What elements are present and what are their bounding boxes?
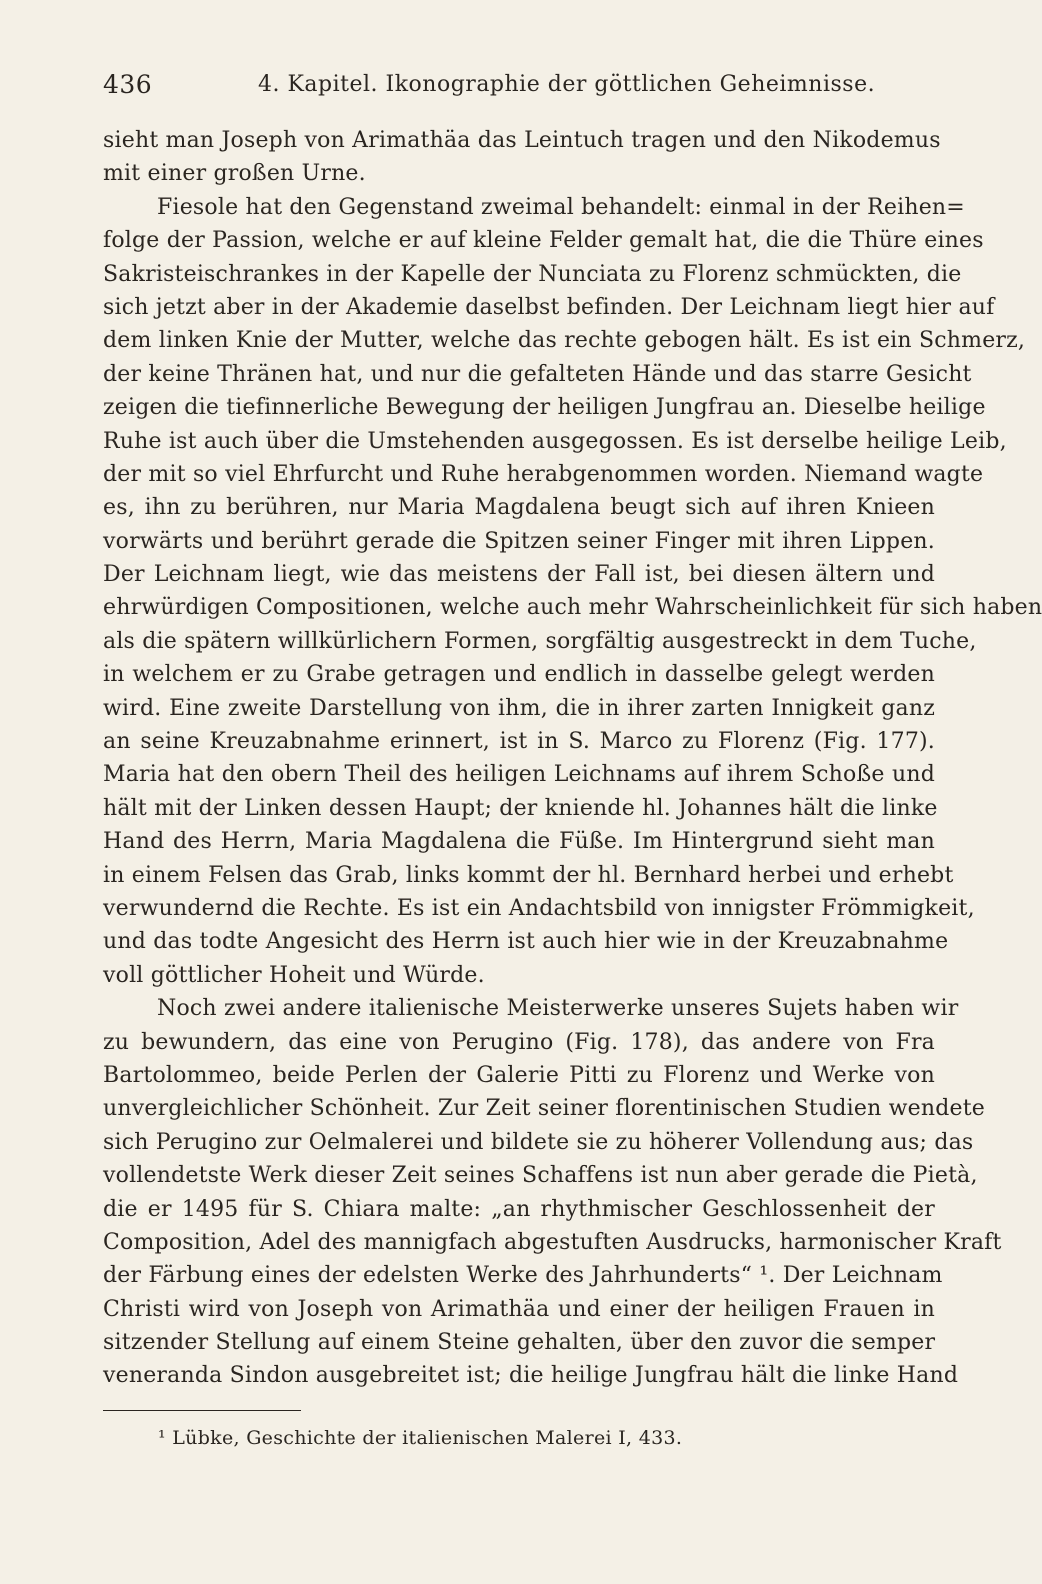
text-line: Noch zwei andere italienische Meisterwerke unseres Sujets haben wir xyxy=(157,996,959,1022)
text-line: sich jetzt aber in der Akademie daselbst befinden. Der Leichnam liegt hier auf xyxy=(103,294,995,320)
text-line: in einem Felsen das Grab, links kommt der hl. Bernhard herbei und erhebt xyxy=(103,862,954,888)
text-line: zu bewundern, das eine von Perugino (Fig. 178), das andere von Fra xyxy=(103,1029,935,1055)
text-line: Christi wird von Joseph von Arimathäa und einer der heiligen Frauen in xyxy=(103,1296,935,1322)
text-line: sitzender Stellung auf einem Steine gehalten, über den zuvor die semper xyxy=(103,1330,936,1356)
text-line: Hand des Herrn, Maria Magdalena die Füße. Im Hintergrund sieht man xyxy=(103,829,935,855)
text-line: wird. Eine zweite Darstellung von ihm, die in ihrer zarten Innigkeit ganz xyxy=(103,695,935,721)
text-line: hält mit der Linken dessen Haupt; der kniende hl. Johannes hält die linke xyxy=(103,795,938,821)
text-line: Fiesole hat den Gegenstand zweimal behandelt: einmal in der Reihen= xyxy=(157,194,965,220)
text-line: veneranda Sindon ausgebreitet ist; die heilige Jungfrau hält die linke Hand xyxy=(103,1363,959,1389)
text-line: ehrwürdigen Compositionen, welche auch mehr Wahrscheinlichkeit für sich haben xyxy=(103,595,1042,621)
text-line: voll göttlicher Hoheit und Würde. xyxy=(103,962,485,988)
text-line: der Färbung eines der edelsten Werke des Jahrhunderts“ ¹. Der Leichnam xyxy=(103,1263,943,1289)
text-line: der keine Thränen hat, und nur die gefalteten Hände und das starre Gesicht xyxy=(103,361,972,387)
text-line: dem linken Knie der Mutter, welche das rechte gebogen hält. Es ist ein Schmerz, xyxy=(103,328,1026,354)
text-line: Der Leichnam liegt, wie das meistens der Fall ist, bei diesen ältern und xyxy=(103,562,935,588)
text-line: mit einer großen Urne. xyxy=(103,161,366,187)
text-line: in welchem er zu Grabe getragen und endlich in dasselbe gelegt werden xyxy=(103,662,935,688)
text-line: unvergleichlicher Schönheit. Zur Zeit seiner florentinischen Studien wendete xyxy=(103,1096,986,1122)
text-line: verwundernd die Rechte. Es ist ein Andachtsbild von innigster Frömmigkeit, xyxy=(103,895,975,921)
text-line: zeigen die tiefinnerliche Bewegung der heiligen Jungfrau an. Dieselbe heilige xyxy=(103,395,986,421)
page-header xyxy=(103,70,933,110)
running-head: 4. Kapitel. Ikonographie der göttlichen Geheimnisse. xyxy=(258,72,876,97)
text-line: die er 1495 für S. Chiara malte: „an rhythmischer Geschlossenheit der xyxy=(103,1196,935,1222)
footnote-rule xyxy=(103,1410,301,1411)
footnote: ¹ Lübke, Geschichte der italienischen Malerei I, 433. xyxy=(158,1427,683,1449)
text-line: der mit so viel Ehrfurcht und Ruhe herabgenommen worden. Niemand wagte xyxy=(103,461,984,487)
text-line: sieht man Joseph von Arimathäa das Leintuch tragen und den Nikodemus xyxy=(103,128,941,153)
text-line: Sakristeischrankes in der Kapelle der Nunciata zu Florenz schmückten, die xyxy=(103,261,962,287)
text-line: Bartolommeo, beide Perlen der Galerie Pitti zu Florenz und Werke von xyxy=(103,1062,935,1088)
text-line: folge der Passion, welche er auf kleine Felder gemalt hat, die die Thüre eines xyxy=(103,228,984,254)
text-line: es, ihn zu berühren, nur Maria Magdalena beugt sich auf ihren Knieen xyxy=(103,495,935,521)
text-line: Maria hat den obern Theil des heiligen Leichnams auf ihrem Schoße und xyxy=(103,762,935,788)
text-line: vollendetste Werk dieser Zeit seines Schaffens ist nun aber gerade die Pietà, xyxy=(103,1163,978,1189)
text-line: an seine Kreuzabnahme erinnert, ist in S. Marco zu Florenz (Fig. 177). xyxy=(103,729,935,755)
text-line: Ruhe ist auch über die Umstehenden ausgegossen. Es ist derselbe heilige Leib, xyxy=(103,428,1007,454)
body-text xyxy=(103,124,1042,1393)
text-line: als die spätern willkürlichern Formen, sorgfältig ausgestreckt in dem Tuche, xyxy=(103,628,977,654)
text-line: vorwärts und berührt gerade die Spitzen seiner Finger mit ihren Lippen. xyxy=(103,528,935,554)
text-line: und das todte Angesicht des Herrn ist auch hier wie in der Kreuzabnahme xyxy=(103,929,949,955)
text-line: Composition, Adel des mannigfach abgestuften Ausdrucks, harmonischer Kraft xyxy=(103,1229,1002,1255)
page-number: 436 xyxy=(103,70,153,99)
text-line: sich Perugino zur Oelmalerei und bildete sie zu höherer Vollendung aus; das xyxy=(103,1129,974,1155)
